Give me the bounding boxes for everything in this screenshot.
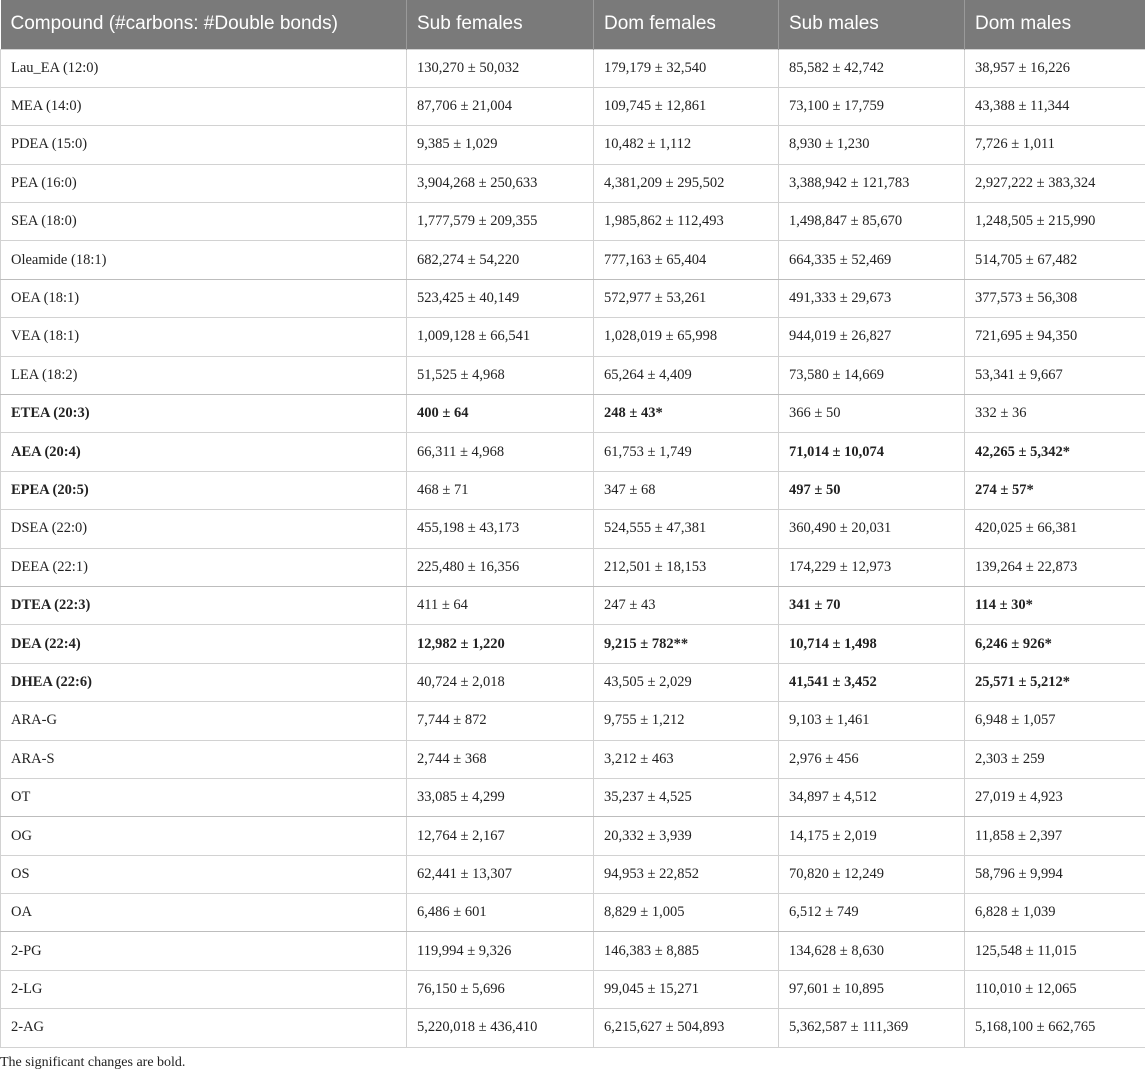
- cell-sub-males: 73,580 ± 14,669: [779, 356, 965, 394]
- cell-sub-females: 1,777,579 ± 209,355: [407, 203, 594, 241]
- cell-dom-females: 10,482 ± 1,112: [594, 126, 779, 164]
- table-row: [1, 471, 1145, 509]
- cell-dom-females: 347 ± 68: [594, 471, 779, 509]
- cell-compound: OS: [1, 855, 407, 893]
- cell-dom-females: 8,829 ± 1,005: [594, 894, 779, 932]
- cell-compound: SEA (18:0): [1, 203, 407, 241]
- cell-dom-females: 99,045 ± 15,271: [594, 970, 779, 1008]
- table-row: [1, 49, 1145, 87]
- cell-dom-females: 6,215,627 ± 504,893: [594, 1009, 779, 1047]
- table-row: [1, 164, 1145, 202]
- cell-dom-females: 4,381,209 ± 295,502: [594, 164, 779, 202]
- cell-dom-males: 11,858 ± 2,397: [965, 817, 1145, 855]
- cell-dom-males: 38,957 ± 16,226: [965, 49, 1145, 87]
- cell-compound: ARA-G: [1, 702, 407, 740]
- cell-compound: 2-PG: [1, 932, 407, 970]
- cell-dom-females: 109,745 ± 12,861: [594, 87, 779, 125]
- cell-compound: EPEA (20:5): [1, 471, 407, 509]
- cell-dom-males: 420,025 ± 66,381: [965, 510, 1145, 548]
- cell-dom-males: 377,573 ± 56,308: [965, 279, 1145, 317]
- cell-compound: OA: [1, 894, 407, 932]
- table-row: [1, 817, 1145, 855]
- cell-dom-males: 5,168,100 ± 662,765: [965, 1009, 1145, 1047]
- table-row: [1, 586, 1145, 624]
- cell-compound: VEA (18:1): [1, 318, 407, 356]
- cell-sub-females: 1,009,128 ± 66,541: [407, 318, 594, 356]
- cell-sub-males: 174,229 ± 12,973: [779, 548, 965, 586]
- cell-dom-males: 1,248,505 ± 215,990: [965, 203, 1145, 241]
- cell-dom-females: 1,028,019 ± 65,998: [594, 318, 779, 356]
- cell-sub-males: 10,714 ± 1,498: [779, 625, 965, 663]
- cell-dom-males: 25,571 ± 5,212*: [965, 663, 1145, 701]
- header-dom-males: Dom males: [965, 0, 1145, 49]
- cell-sub-males: 341 ± 70: [779, 586, 965, 624]
- table-row: [1, 702, 1145, 740]
- cell-dom-males: 53,341 ± 9,667: [965, 356, 1145, 394]
- cell-sub-males: 6,512 ± 749: [779, 894, 965, 932]
- cell-dom-females: 179,179 ± 32,540: [594, 49, 779, 87]
- table-row: [1, 625, 1145, 663]
- cell-sub-males: 664,335 ± 52,469: [779, 241, 965, 279]
- table-row: [1, 663, 1145, 701]
- cell-sub-males: 14,175 ± 2,019: [779, 817, 965, 855]
- table-row: [1, 1009, 1145, 1047]
- header-row: [1, 0, 1145, 49]
- cell-dom-males: 7,726 ± 1,011: [965, 126, 1145, 164]
- cell-compound: OG: [1, 817, 407, 855]
- table-row: [1, 279, 1145, 317]
- cell-dom-females: 35,237 ± 4,525: [594, 778, 779, 816]
- cell-sub-females: 66,311 ± 4,968: [407, 433, 594, 471]
- cell-sub-females: 468 ± 71: [407, 471, 594, 509]
- table-row: [1, 510, 1145, 548]
- cell-sub-females: 119,994 ± 9,326: [407, 932, 594, 970]
- cell-dom-females: 20,332 ± 3,939: [594, 817, 779, 855]
- table-row: [1, 932, 1145, 970]
- cell-compound: DTEA (22:3): [1, 586, 407, 624]
- table-header: [1, 0, 1145, 49]
- cell-dom-males: 114 ± 30*: [965, 586, 1145, 624]
- cell-dom-females: 572,977 ± 53,261: [594, 279, 779, 317]
- cell-sub-males: 73,100 ± 17,759: [779, 87, 965, 125]
- cell-dom-males: 2,927,222 ± 383,324: [965, 164, 1145, 202]
- cell-sub-males: 1,498,847 ± 85,670: [779, 203, 965, 241]
- cell-compound: DHEA (22:6): [1, 663, 407, 701]
- cell-sub-males: 491,333 ± 29,673: [779, 279, 965, 317]
- header-sub-males: Sub males: [779, 0, 965, 49]
- cell-compound: 2-AG: [1, 1009, 407, 1047]
- table-row: [1, 778, 1145, 816]
- cell-dom-females: 248 ± 43*: [594, 395, 779, 433]
- cell-sub-females: 40,724 ± 2,018: [407, 663, 594, 701]
- cell-sub-females: 682,274 ± 54,220: [407, 241, 594, 279]
- table-row: [1, 855, 1145, 893]
- table-row: [1, 433, 1145, 471]
- cell-dom-females: 146,383 ± 8,885: [594, 932, 779, 970]
- cell-compound: AEA (20:4): [1, 433, 407, 471]
- cell-compound: PDEA (15:0): [1, 126, 407, 164]
- cell-sub-females: 12,982 ± 1,220: [407, 625, 594, 663]
- cell-sub-females: 7,744 ± 872: [407, 702, 594, 740]
- cell-dom-males: 274 ± 57*: [965, 471, 1145, 509]
- cell-sub-males: 97,601 ± 10,895: [779, 970, 965, 1008]
- cell-sub-males: 5,362,587 ± 111,369: [779, 1009, 965, 1047]
- cell-compound: OEA (18:1): [1, 279, 407, 317]
- cell-sub-females: 51,525 ± 4,968: [407, 356, 594, 394]
- cell-dom-females: 212,501 ± 18,153: [594, 548, 779, 586]
- cell-compound: OT: [1, 778, 407, 816]
- table-row: [1, 126, 1145, 164]
- cell-compound: ARA-S: [1, 740, 407, 778]
- cell-dom-males: 721,695 ± 94,350: [965, 318, 1145, 356]
- cell-dom-males: 139,264 ± 22,873: [965, 548, 1145, 586]
- table-row: [1, 356, 1145, 394]
- cell-compound: 2-LG: [1, 970, 407, 1008]
- cell-compound: DEEA (22:1): [1, 548, 407, 586]
- table-row: [1, 87, 1145, 125]
- cell-dom-females: 65,264 ± 4,409: [594, 356, 779, 394]
- cell-sub-males: 9,103 ± 1,461: [779, 702, 965, 740]
- cell-dom-males: 6,828 ± 1,039: [965, 894, 1145, 932]
- header-dom-females: Dom females: [594, 0, 779, 49]
- cell-sub-males: 70,820 ± 12,249: [779, 855, 965, 893]
- cell-dom-males: 514,705 ± 67,482: [965, 241, 1145, 279]
- table-row: [1, 970, 1145, 1008]
- cell-dom-females: 777,163 ± 65,404: [594, 241, 779, 279]
- cell-sub-males: 41,541 ± 3,452: [779, 663, 965, 701]
- cell-dom-males: 42,265 ± 5,342*: [965, 433, 1145, 471]
- cell-sub-males: 134,628 ± 8,630: [779, 932, 965, 970]
- cell-compound: DEA (22:4): [1, 625, 407, 663]
- table-body: [1, 49, 1145, 1047]
- cell-sub-males: 944,019 ± 26,827: [779, 318, 965, 356]
- cell-dom-females: 3,212 ± 463: [594, 740, 779, 778]
- cell-dom-males: 2,303 ± 259: [965, 740, 1145, 778]
- cell-dom-males: 125,548 ± 11,015: [965, 932, 1145, 970]
- cell-compound: MEA (14:0): [1, 87, 407, 125]
- cell-sub-males: 2,976 ± 456: [779, 740, 965, 778]
- cell-dom-females: 43,505 ± 2,029: [594, 663, 779, 701]
- table-row: [1, 740, 1145, 778]
- cell-dom-males: 110,010 ± 12,065: [965, 970, 1145, 1008]
- cell-dom-males: 332 ± 36: [965, 395, 1145, 433]
- cell-dom-males: 6,948 ± 1,057: [965, 702, 1145, 740]
- cell-dom-females: 9,215 ± 782**: [594, 625, 779, 663]
- table-footnote: The significant changes are bold.: [0, 1054, 186, 1070]
- header-sub-females: Sub females: [407, 0, 594, 49]
- cell-sub-females: 87,706 ± 21,004: [407, 87, 594, 125]
- table-row: [1, 395, 1145, 433]
- cell-sub-females: 411 ± 64: [407, 586, 594, 624]
- cell-sub-females: 33,085 ± 4,299: [407, 778, 594, 816]
- cell-sub-females: 3,904,268 ± 250,633: [407, 164, 594, 202]
- table-row: [1, 548, 1145, 586]
- cell-sub-females: 130,270 ± 50,032: [407, 49, 594, 87]
- cell-sub-females: 5,220,018 ± 436,410: [407, 1009, 594, 1047]
- cell-sub-males: 366 ± 50: [779, 395, 965, 433]
- table-row: [1, 203, 1145, 241]
- cell-sub-females: 76,150 ± 5,696: [407, 970, 594, 1008]
- cell-sub-females: 9,385 ± 1,029: [407, 126, 594, 164]
- cell-sub-males: 85,582 ± 42,742: [779, 49, 965, 87]
- cell-sub-males: 71,014 ± 10,074: [779, 433, 965, 471]
- cell-sub-females: 62,441 ± 13,307: [407, 855, 594, 893]
- cell-sub-males: 34,897 ± 4,512: [779, 778, 965, 816]
- cell-dom-females: 524,555 ± 47,381: [594, 510, 779, 548]
- cell-compound: LEA (18:2): [1, 356, 407, 394]
- cell-compound: DSEA (22:0): [1, 510, 407, 548]
- cell-sub-females: 12,764 ± 2,167: [407, 817, 594, 855]
- cell-dom-females: 61,753 ± 1,749: [594, 433, 779, 471]
- cell-dom-males: 43,388 ± 11,344: [965, 87, 1145, 125]
- cell-dom-males: 6,246 ± 926*: [965, 625, 1145, 663]
- cell-sub-males: 8,930 ± 1,230: [779, 126, 965, 164]
- table-row: [1, 318, 1145, 356]
- table-row: [1, 894, 1145, 932]
- cell-dom-females: 94,953 ± 22,852: [594, 855, 779, 893]
- cell-compound: PEA (16:0): [1, 164, 407, 202]
- cell-compound: ETEA (20:3): [1, 395, 407, 433]
- table-row: [1, 241, 1145, 279]
- cell-dom-females: 9,755 ± 1,212: [594, 702, 779, 740]
- cell-dom-females: 1,985,862 ± 112,493: [594, 203, 779, 241]
- cell-sub-males: 497 ± 50: [779, 471, 965, 509]
- cell-sub-females: 523,425 ± 40,149: [407, 279, 594, 317]
- cell-sub-males: 3,388,942 ± 121,783: [779, 164, 965, 202]
- cell-sub-males: 360,490 ± 20,031: [779, 510, 965, 548]
- header-compound: Compound (#carbons: #Double bonds): [10, 13, 338, 35]
- cell-sub-females: 225,480 ± 16,356: [407, 548, 594, 586]
- cell-sub-females: 2,744 ± 368: [407, 740, 594, 778]
- cell-sub-females: 6,486 ± 601: [407, 894, 594, 932]
- cell-dom-males: 58,796 ± 9,994: [965, 855, 1145, 893]
- cell-dom-males: 27,019 ± 4,923: [965, 778, 1145, 816]
- cell-dom-females: 247 ± 43: [594, 586, 779, 624]
- cell-sub-females: 455,198 ± 43,173: [407, 510, 594, 548]
- cell-sub-females: 400 ± 64: [407, 395, 594, 433]
- cell-compound: Lau_EA (12:0): [1, 49, 407, 87]
- cell-compound: Oleamide (18:1): [1, 241, 407, 279]
